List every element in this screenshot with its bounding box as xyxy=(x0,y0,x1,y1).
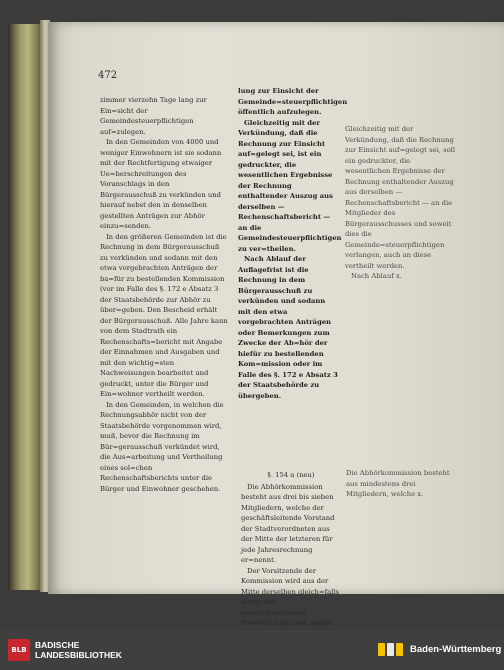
page-number: 472 xyxy=(98,70,118,81)
paragraph: lung zur Einsicht der Gemeinde=steuerpflichtigen öffentlich aufzulegen. xyxy=(238,87,348,116)
library-name[interactable] xyxy=(35,640,122,660)
paragraph: In den Gemeinden von 4000 und weniger Einwohnern ist sie sodann mit der Rechtfertigung etwaiger Ue=berschreitungen des Voranschlags in den Bürgerausschuß zu verkünden und hierauf nebst den in denselben gestellten Anträgen zur Abhör einzu=senden. xyxy=(100,138,222,230)
paragraph: Nach Ablauf x. xyxy=(351,272,402,280)
column-middle-lower xyxy=(241,470,341,650)
paragraph: Der Vorsitzende der Kommission wird aus der Mitte derselben gleich=falls durch den geschäftsleitenden Vor=stand ernannt, sofern xyxy=(241,566,340,627)
paragraph: In den Gemeinden, in welchen die Rechnungsabhör nicht von der Staatsbehörde vorgenommen wird, muß, bevor die Rechnung im Bür=gerausschuß verkündet wird, die Aus=arbeitung und Vertheilung eines sol=chen Rechenschaftsberichts unter die Bürger und Einwohner geschehen. xyxy=(100,400,224,493)
paragraph: Nach Ablauf der Auflagefrist ist die Rechnung in dem Bürgerausschuß zu verkünden und sodann mit den etwa vorgebrachten Anträgen oder Bemerkungen zum Zwecke der Ab=hör der hiefür zu bestellenden Kom=mission oder im Falle des §. 172 e Absatz 3 der Staatsbehörde zu übergeben. xyxy=(238,255,338,400)
state-name[interactable]: Baden-Württemberg xyxy=(410,644,502,655)
paragraph: Gleichzeitig mit der Verkündung, daß die Rechnung zur Einsicht auf=gelegt sei, ist ein gedruckter, die wesentlichen Ergebnisse der Rechnung enthaltender Auszug aus derselben — Rechenschaftsbericht — an die Gemeindesteuerpflichtigen zu ver=theilen. xyxy=(238,118,342,253)
library-name-line2: LANDESBIBLIOTHEK xyxy=(35,650,122,660)
library-name-line1: BADISCHE xyxy=(35,640,80,650)
column-right-lower xyxy=(346,468,458,500)
column-right xyxy=(345,124,455,282)
paragraph: zimmer vierzehn Tage lang zur Ein=sicht der Gemeindesteuerpflichtigen auf=zulegen. xyxy=(100,96,207,136)
blb-logo-icon[interactable]: BLB xyxy=(8,639,30,661)
viewer-footer xyxy=(0,630,504,670)
section-heading: §. 154 a (neu) xyxy=(267,471,315,479)
column-left xyxy=(100,95,228,494)
paragraph: Die Abhörkommission besteht aus drei bis sieben Mitgliedern, welche der geschäftsleitende Vorstand der Stadtverordneten aus der Mitte der letzteren für jede Jahresrechnung er=nennt. xyxy=(241,482,335,564)
paragraph: In den größeren Gemeinden ist die Rechnung in dem Bürgerausschuß zu verkünden und sodann mit den etwa vorgebrachten Anträgen der ba=für zu bestellenden Kommission (vor im Falle des §. 172 e Absatz 3 der Staatsbehörde zur Abhör zu über=geben. Den Bescheid erhält der Bürgerausschuß. Alle Jahre kann von dem Stadtrath ein Rechenschafts=bericht mit Angabe der Einnahmen und Ausgaben und mit den wichtig=sten Nachweisungen bearbeitet und gedruckt, unter die Bürger und Ein=wohner vertheilt werden. xyxy=(100,232,228,398)
bw-coat-of-arms-icon xyxy=(378,643,404,657)
paragraph: Gleichzeitig mit der Verkündung, daß die Rechnung zur Einsicht auf=gelegt sei, soll ein gedruckter, die wesentlichen Ergebnisse der Rechnung enthaltender Auszug aus derselben — Rechenschaftsbericht — an die Mitglieder des Bürgerausschusses und soweit dies die Gemeinde=steuerpflichtigen verlangen, auch an diese vertheilt werden. xyxy=(345,125,456,270)
column-middle xyxy=(238,86,348,401)
paragraph: Die Abhörkommission besteht aus mindestens drei Mitgliedern, welche x. xyxy=(346,469,450,498)
book-spine-edge xyxy=(8,24,44,590)
